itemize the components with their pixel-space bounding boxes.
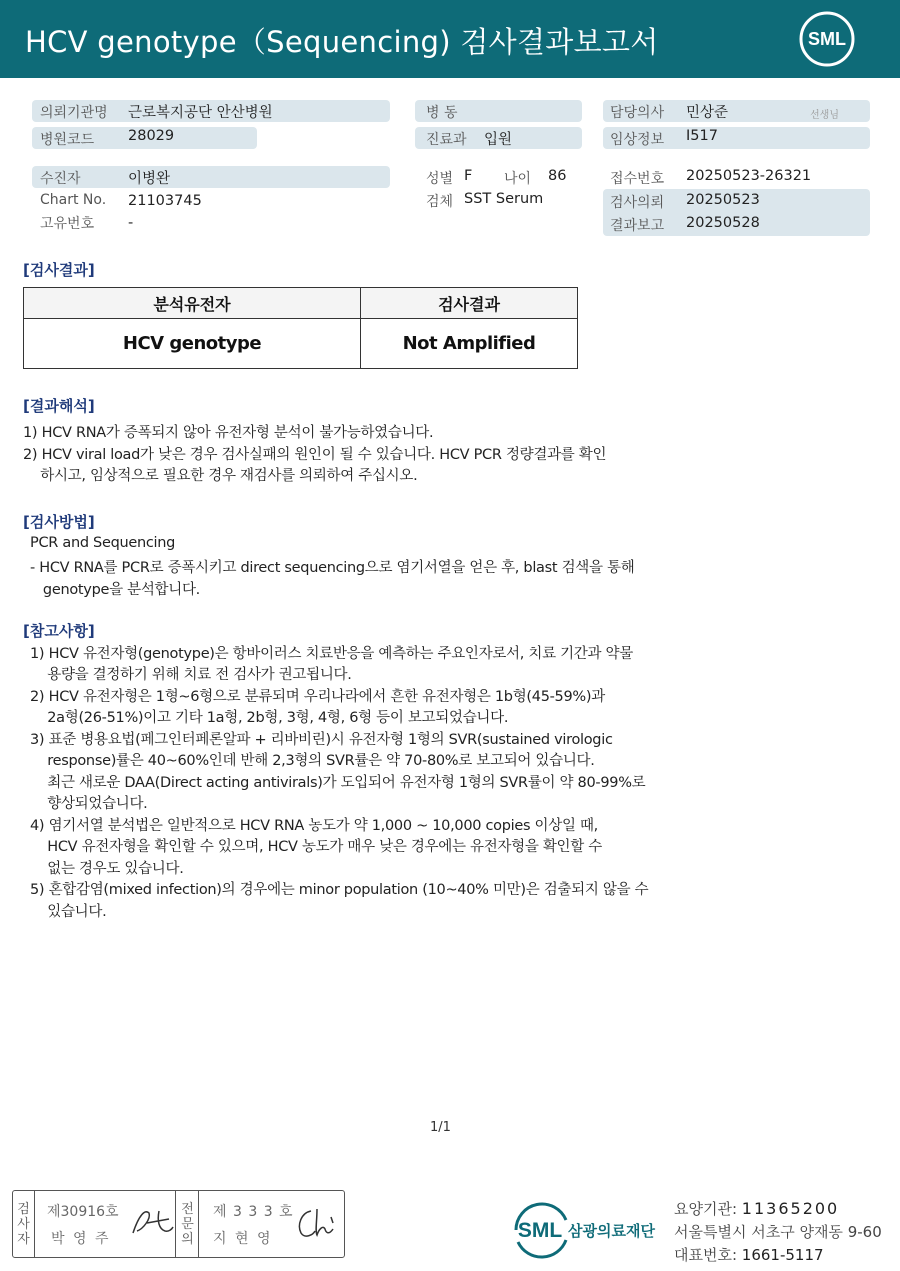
reference-line: 용량을 결정하기 위해 치료 전 검사가 권고됩니다. xyxy=(30,667,352,683)
hospital-code-label: 병원코드 xyxy=(40,132,95,148)
result-cell: Not Amplified xyxy=(361,319,578,369)
chart-value: 21103745 xyxy=(128,193,202,209)
hospital-code-value: 28029 xyxy=(128,128,175,144)
sex-value: F xyxy=(464,168,473,184)
specimen-value: SST Serum xyxy=(464,191,544,207)
reference-line: 2) HCV 유전자형은 1형~6형으로 분류되며 우리나라에서 흔한 유전자형은 1b형(45-59%)과 xyxy=(30,689,605,705)
reference-line: 있습니다. xyxy=(30,904,107,920)
institution-label: 의뢰기관명 xyxy=(40,105,108,121)
dept-label: 진료과 xyxy=(426,132,467,148)
sml-logo-icon xyxy=(798,10,856,68)
reference-section-title: [참고사항] xyxy=(23,622,95,640)
gene-column-header: 분석유전자 xyxy=(24,288,361,319)
sex-label: 성별 xyxy=(426,171,454,187)
interpretation-section-title: [결과해석] xyxy=(23,397,95,415)
reference-line: 3) 표준 병용요법(페그인터페론알파 + 리바비린)시 유전자형 1형의 SVR(sustained virologic xyxy=(30,732,613,748)
method-section-title: [검사방법] xyxy=(23,513,95,531)
reference-line: 향상되었습니다. xyxy=(30,796,148,812)
report-header xyxy=(0,0,900,78)
reference-line: 4) 염기서열 분석법은 일반적으로 HCV RNA 농도가 약 1,000 ~ 10,000 copies 이상일 때, xyxy=(30,818,598,834)
method-line: genotype을 분석합니다. xyxy=(30,582,200,598)
interpretation-line: 1) HCV RNA가 증폭되지 않아 유전자형 분석이 불가능하였습니다. xyxy=(23,425,434,441)
reference-line: response)률은 40~60%인데 반해 2,3형의 SVR률은 약 70-80%로 보고되어 있습니다. xyxy=(30,753,595,769)
reference-line: HCV 유전자형을 확인할 수 있으며, HCV 농도가 매우 낮은 경우에는 유전자형을 확인할 수 xyxy=(30,839,602,855)
clinical-value: I517 xyxy=(686,128,718,144)
tester-vertical-label: 검 사 자 xyxy=(13,1191,35,1257)
result-table-header xyxy=(24,288,578,319)
request-label: 검사의뢰 xyxy=(610,195,665,211)
patient-value: 이병완 xyxy=(128,171,171,187)
reference-line: 없는 경우도 있습니다. xyxy=(30,861,184,877)
clinical-label: 임상정보 xyxy=(610,132,665,148)
request-value: 20250523 xyxy=(686,192,760,208)
svg-text:SML: SML xyxy=(517,1219,563,1242)
page-number: 1/1 xyxy=(430,1120,451,1135)
method-line: PCR and Sequencing xyxy=(30,535,176,551)
result-table xyxy=(23,287,578,369)
svg-text:삼광의료재단: 삼광의료재단 xyxy=(568,1222,655,1240)
ward-label: 병 동 xyxy=(426,105,458,121)
report-value: 20250528 xyxy=(686,215,760,231)
specimen-label: 검체 xyxy=(426,194,454,210)
age-label: 나이 xyxy=(504,171,532,187)
patient-row-bg xyxy=(32,166,390,188)
interpretation-line: 하시고, 임상적으로 필요한 경우 재검사를 의뢰하여 주십시오. xyxy=(23,468,418,484)
patient-label: 수진자 xyxy=(40,171,81,187)
interpretation-line: 2) HCV viral load가 낮은 경우 검사실패의 원인이 될 수 있습니다. HCV PCR 정량결과를 확인 xyxy=(23,447,607,463)
result-section-title: [검사결과] xyxy=(23,261,95,279)
tester-signature-icon xyxy=(129,1205,175,1241)
report-title: HCV genotype（Sequencing) 검사결과보고서 xyxy=(25,25,659,59)
receipt-value: 20250523-26321 xyxy=(686,168,812,184)
age-value: 86 xyxy=(548,168,567,184)
specialist-vertical-label: 전 문 의 xyxy=(177,1191,199,1257)
unique-value: - xyxy=(128,215,134,231)
specialist-signature-icon xyxy=(293,1203,339,1243)
specialist-license-no: 제 3 3 3 호 xyxy=(213,1204,294,1220)
dept-value: 입원 xyxy=(484,132,513,148)
gene-cell: HCV genotype xyxy=(24,319,361,369)
footer-phone: 대표번호: 1661-5117 xyxy=(674,1246,824,1264)
signature-divider xyxy=(175,1191,176,1257)
sml-footer-logo-icon xyxy=(512,1200,662,1260)
method-line: - HCV RNA를 PCR로 증폭시키고 direct sequencing으로 염기서열을 얻은 후, blast 검색을 통해 xyxy=(30,560,635,576)
signature-box xyxy=(12,1190,345,1258)
report-label: 결과보고 xyxy=(610,218,665,234)
result-column-header: 검사결과 xyxy=(361,288,578,319)
specialist-name: 지 현 영 xyxy=(213,1231,273,1247)
reference-line: 5) 혼합감염(mixed infection)의 경우에는 minor population (10~40% 미만)은 검출되지 않을 수 xyxy=(30,882,649,898)
institution-code: 요양기관: 11365200 xyxy=(674,1199,840,1218)
doctor-value: 민상준 xyxy=(686,105,729,121)
footer-address: 서울특별시 서초구 양재동 9-60 xyxy=(674,1223,882,1241)
unique-label: 고유번호 xyxy=(40,216,95,232)
chart-label: Chart No. xyxy=(40,192,107,208)
tester-name: 박 영 주 xyxy=(51,1231,111,1247)
reference-line: 1) HCV 유전자형(genotype)은 항바이러스 치료반응을 예측하는 주요인자로서, 치료 기간과 약물 xyxy=(30,646,633,662)
reference-line: 최근 새로운 DAA(Direct acting antivirals)가 도입되어 유전자형 1형의 SVR률이 약 80-99%로 xyxy=(30,775,646,791)
reference-line: 2a형(26-51%)이고 기타 1a형, 2b형, 3형, 4형, 6형 등이 보고되었습니다. xyxy=(30,710,509,726)
table-row xyxy=(24,319,578,369)
svg-text:SML: SML xyxy=(808,29,846,49)
doctor-label: 담당의사 xyxy=(610,105,665,121)
tester-license-no: 제30916호 xyxy=(47,1204,119,1220)
doctor-suffix: 선생님 xyxy=(810,110,839,121)
institution-value: 근로복지공단 안산병원 xyxy=(128,105,273,121)
receipt-label: 접수번호 xyxy=(610,171,665,187)
